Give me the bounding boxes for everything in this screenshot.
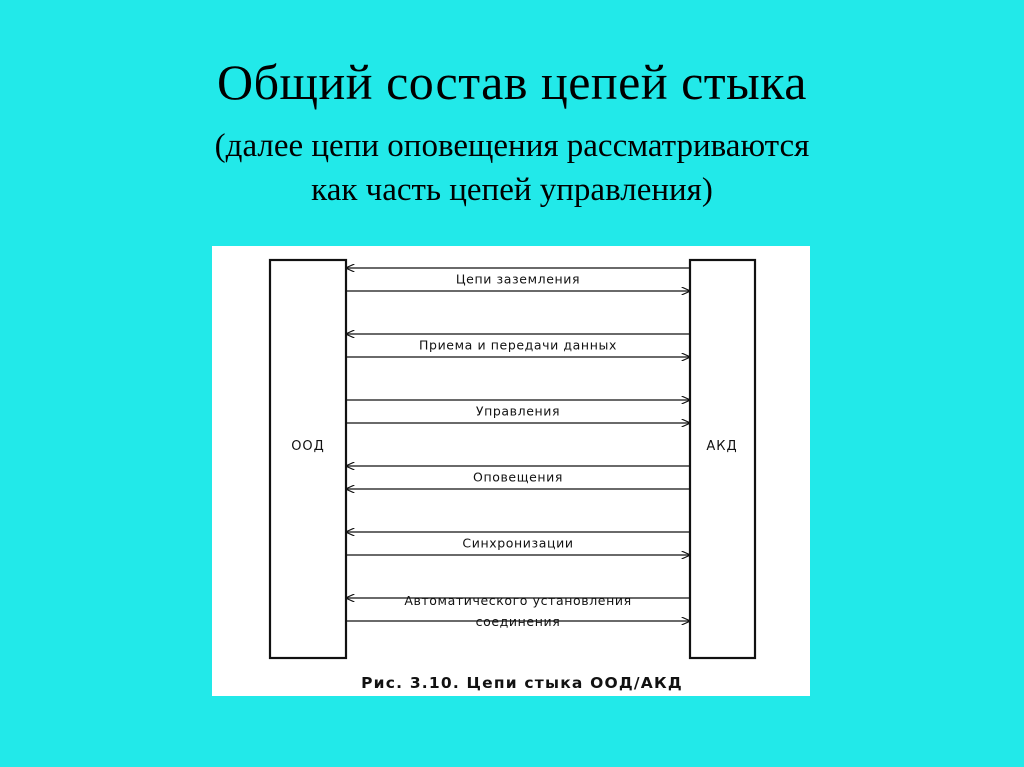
akd-label: АКД — [706, 439, 738, 454]
ood-label: ООД — [291, 439, 325, 454]
circuit-label-5: Синхронизации — [462, 535, 574, 551]
circuit-label-1: Цепи заземления — [455, 271, 581, 287]
circuits-layer — [346, 268, 690, 629]
interface-circuits-figure — [212, 246, 810, 696]
akd-box — [690, 260, 755, 658]
ood-box — [270, 260, 346, 658]
slide-subtitle — [0, 124, 1024, 212]
circuit-label-4: Оповещения — [473, 469, 563, 485]
circuit-label-2: Приема и передачи данных — [419, 337, 617, 353]
circuit-label-6-line-2: соединения — [475, 614, 561, 629]
circuit-label-3: Управления — [475, 403, 561, 419]
slide-title: Общий состав цепей стыка — [217, 54, 807, 110]
subtitle-line-2: как часть цепей управления) — [311, 172, 713, 208]
subtitle-line-1: (далее цепи оповещения рассматриваются — [214, 128, 810, 164]
circuit-label-6: Автоматического установления — [404, 593, 632, 608]
figure-caption: Рис. 3.10. Цепи стыка ООД/АКД — [361, 674, 683, 692]
interface-circuits-diagram — [212, 246, 810, 696]
